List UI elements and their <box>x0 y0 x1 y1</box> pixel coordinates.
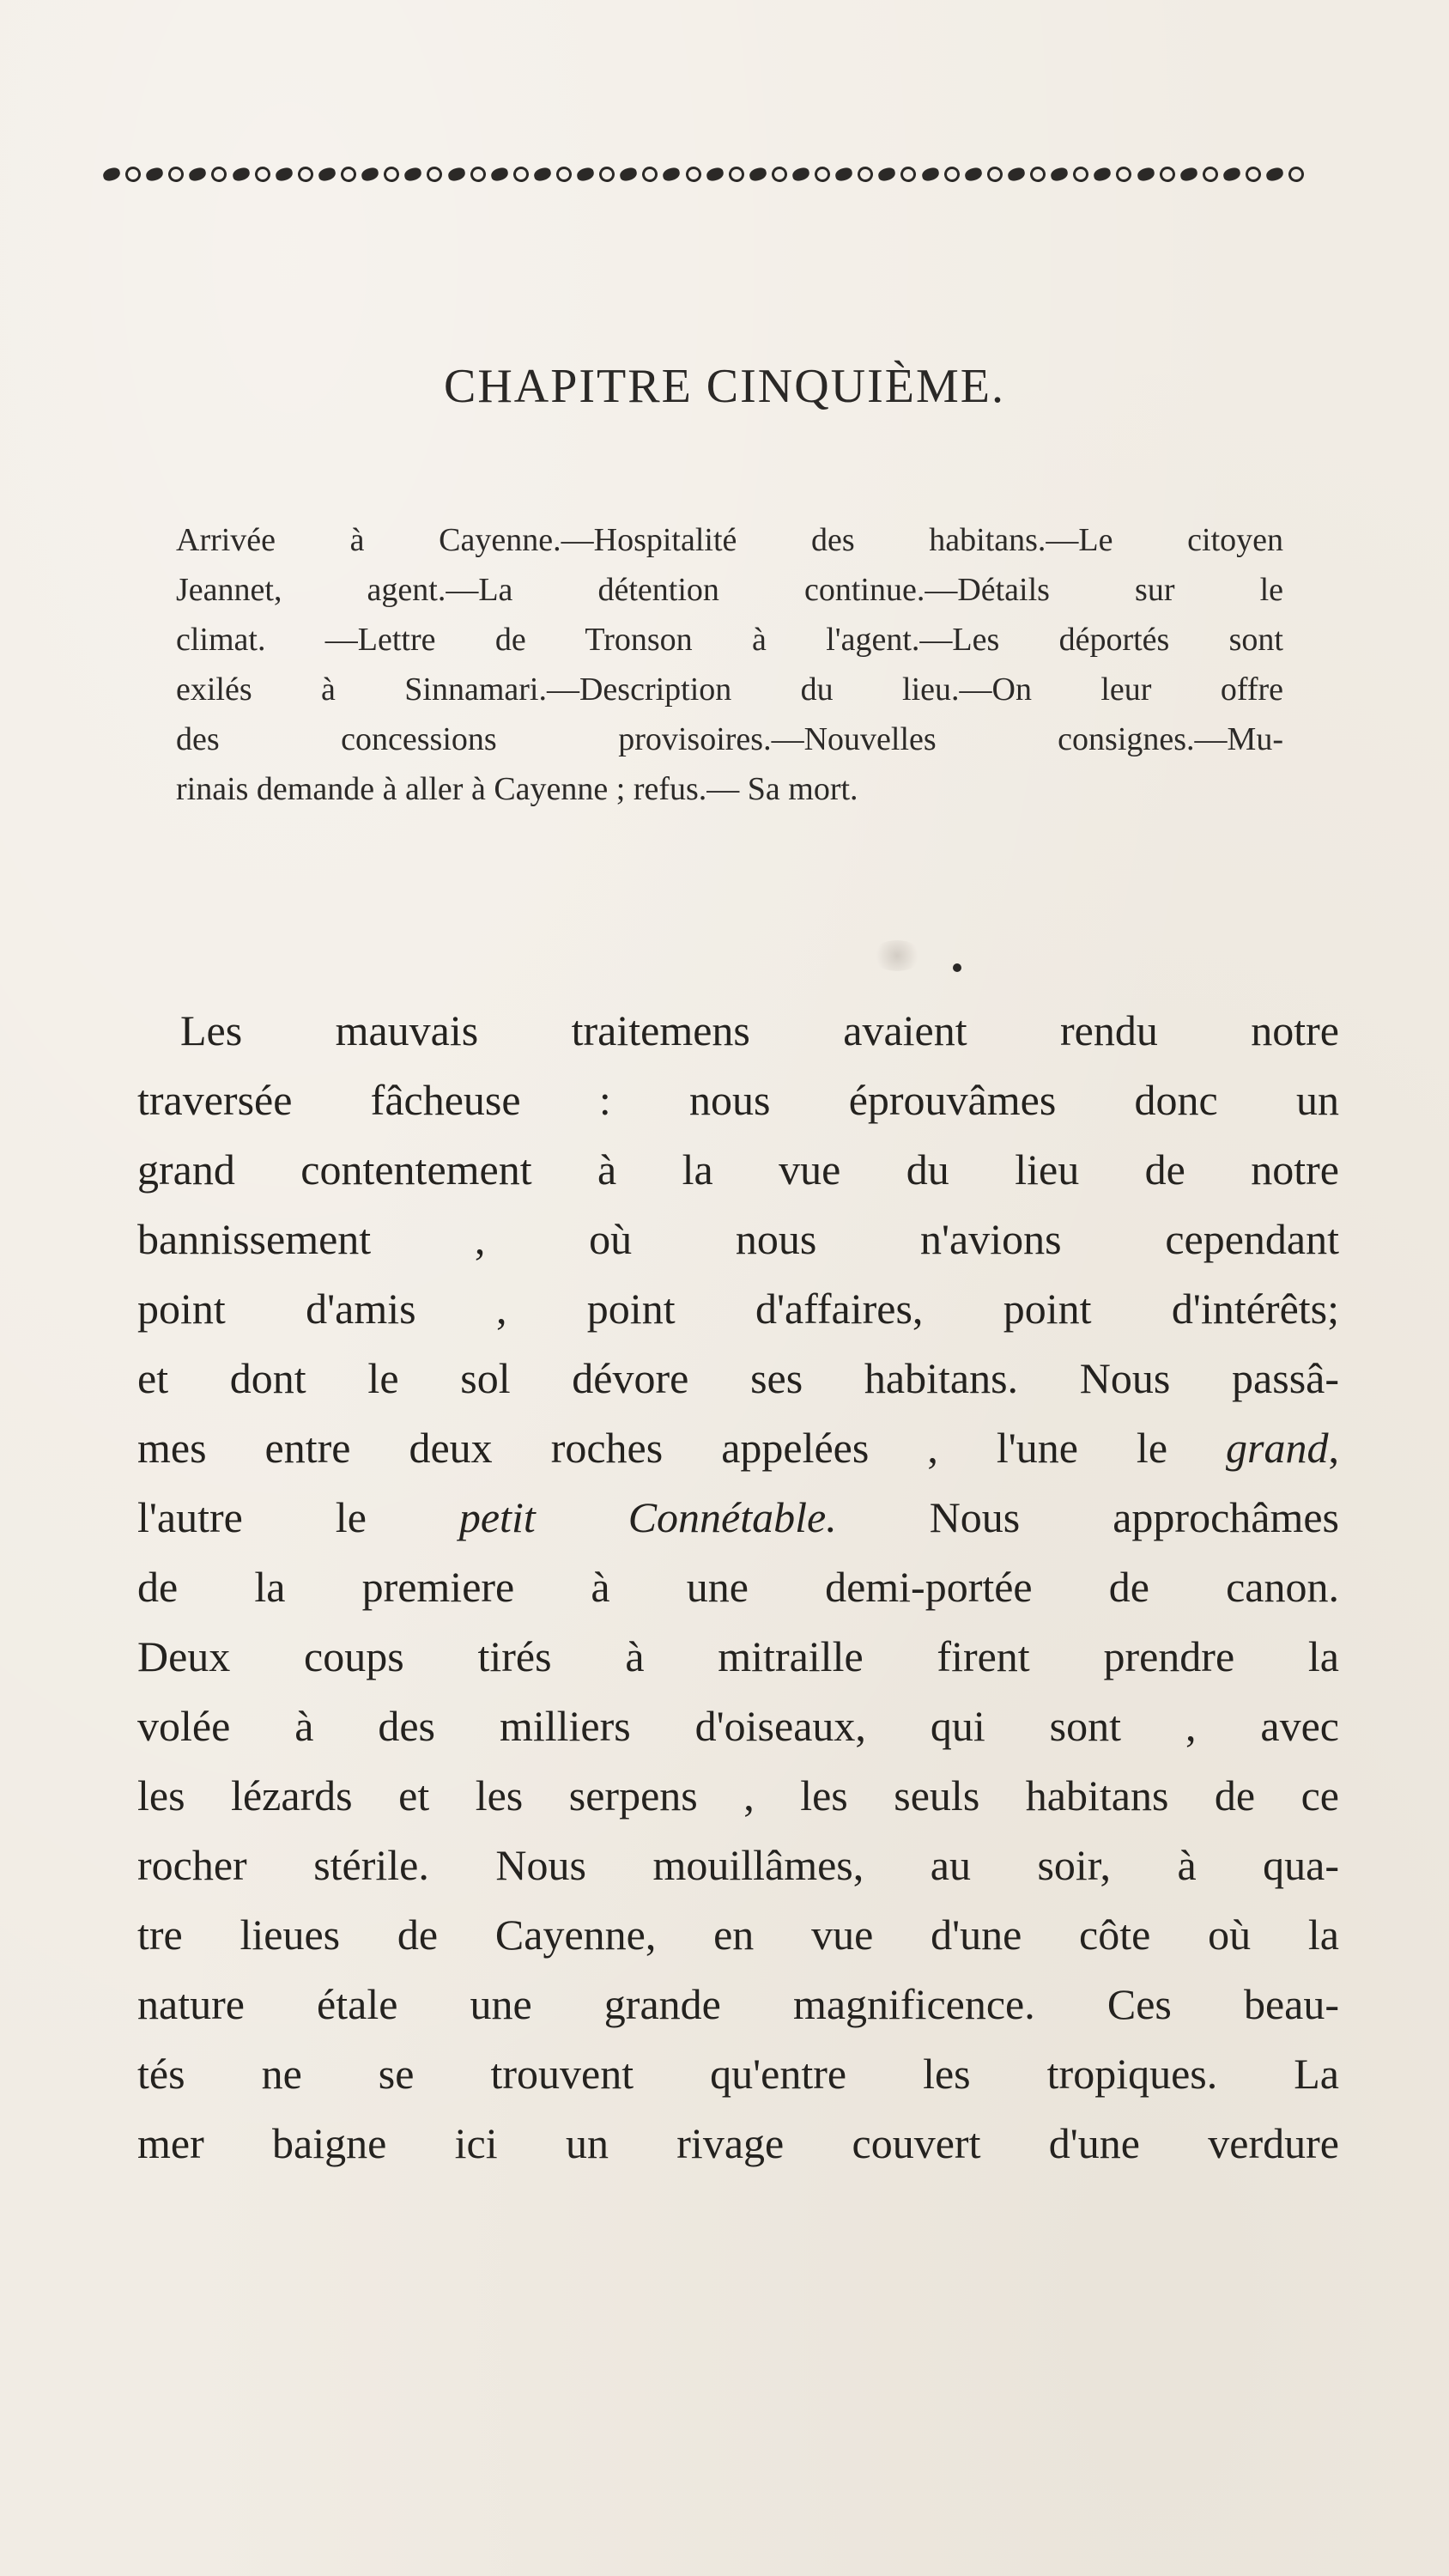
body-line: rocher stérile. Nous mouillâmes, au soir, à qua- <box>137 1841 1339 1889</box>
body-text-run: Nous approchâmes <box>836 1493 1339 1541</box>
summary-line: rinais demande à aller à Cayenne ; refus.— Sa mort. <box>176 771 858 807</box>
body-line: Deux coups tirés à mitraille firent prendre la <box>137 1632 1339 1680</box>
body-line: mer baigne ici un rivage couvert d'une verdure <box>137 2119 1339 2167</box>
body-line: Les mauvais traitemens avaient rendu notre <box>180 1006 1339 1054</box>
italic-text: grand <box>1226 1424 1329 1472</box>
body-line: grand contentement à la vue du lieu de notre <box>137 1145 1339 1194</box>
body-line: volée à des milliers d'oiseaux, qui sont , avec <box>137 1702 1339 1750</box>
italic-text: petit Connétable. <box>458 1493 837 1541</box>
body-text-run: , <box>1328 1424 1339 1472</box>
body-line: les lézards et les serpens , les seuls habitans de ce <box>137 1771 1339 1820</box>
body-line: tés ne se trouvent qu'entre les tropiques. La <box>137 2050 1339 2098</box>
body-line: bannissement , où nous n'avions cependant <box>137 1215 1339 1263</box>
body-text-run: l'autre le <box>137 1493 459 1541</box>
paper-smudge <box>871 940 923 971</box>
summary-line: des concessions provisoires.—Nouvelles consignes.—Mu- <box>176 721 1283 757</box>
body-line: nature étale une grande magnificence. Ces beau- <box>137 1980 1339 2028</box>
chapter-summary <box>176 515 1283 814</box>
body-line: et dont le sol dévore ses habitans. Nous passâ- <box>137 1354 1339 1402</box>
body-line: tre lieues de Cayenne, en vue d'une côte où la <box>137 1911 1339 1959</box>
decorative-ornament-band <box>103 163 1305 185</box>
summary-line: Arrivée à Cayenne.—Hospitalité des habitans.—Le citoyen <box>176 522 1283 558</box>
chapter-title: CHAPITRE CINQUIÈME. <box>444 359 1005 413</box>
body-text-run: mes entre deux roches appelées , l'une le <box>137 1424 1227 1472</box>
body-line: traversée fâcheuse : nous éprouvâmes donc un <box>137 1076 1339 1124</box>
body-text <box>137 996 1339 2178</box>
summary-line: Jeannet, agent.—La détention continue.—Détails sur le <box>176 572 1283 608</box>
body-line <box>137 1483 1339 1552</box>
summary-line: climat. —Lettre de Tronson à l'agent.—Les déportés sont <box>176 622 1283 658</box>
body-line: point d'amis , point d'affaires, point d'intérêts; <box>137 1285 1339 1333</box>
ink-spot <box>953 963 961 972</box>
body-line: de la premiere à une demi-portée de canon. <box>137 1563 1339 1611</box>
body-line <box>137 1413 1339 1483</box>
summary-line: exilés à Sinnamari.—Description du lieu.—On leur offre <box>176 671 1283 708</box>
